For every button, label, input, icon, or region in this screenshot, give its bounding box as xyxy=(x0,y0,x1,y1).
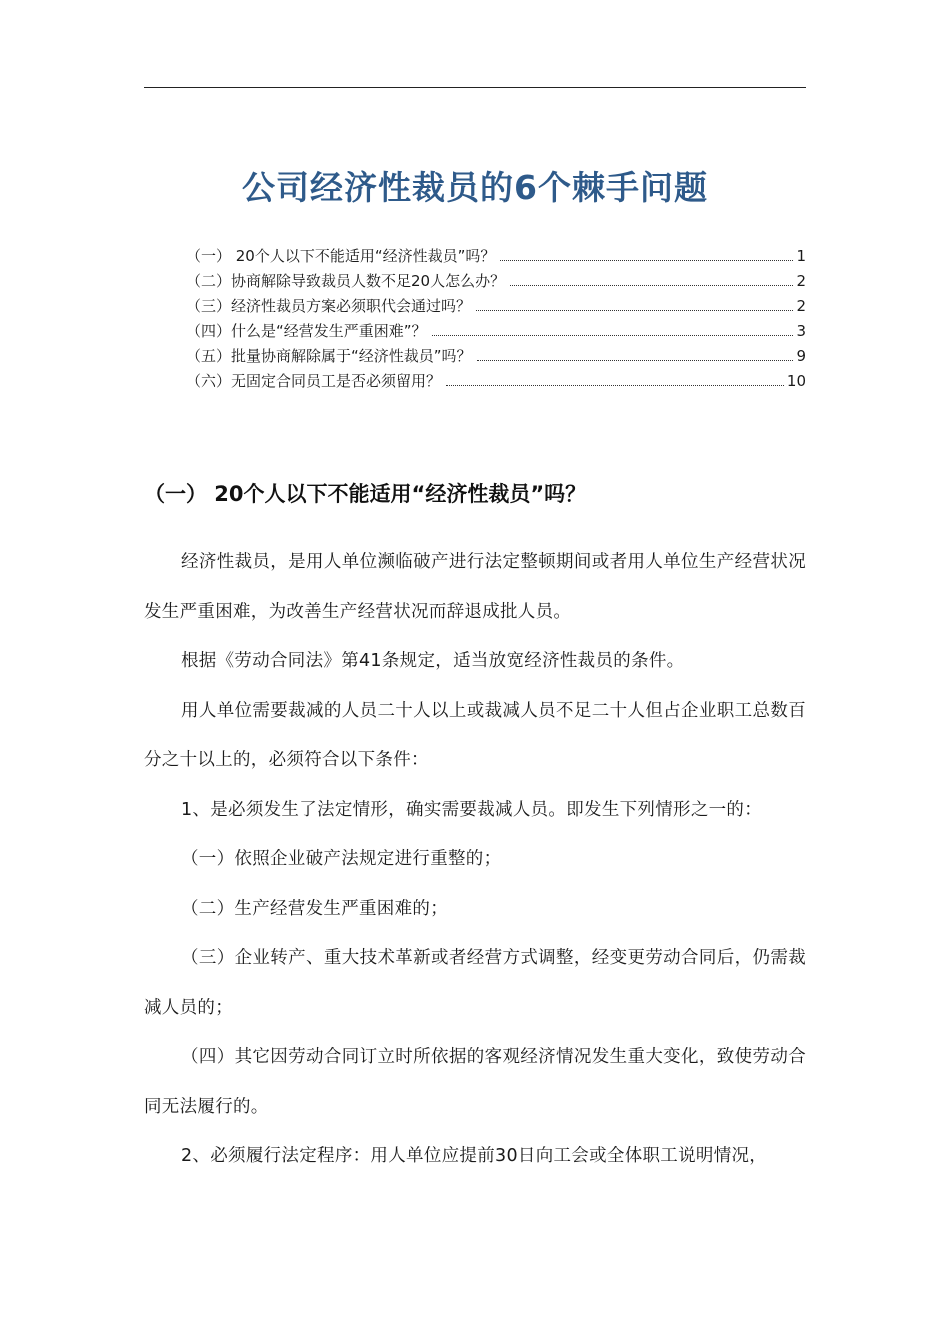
toc-entry-text: （二）协商解除导致裁员人数不足20人怎么办？ xyxy=(186,272,506,290)
toc-page-number: 3 xyxy=(796,322,806,340)
body-paragraph: 1、是必须发生了法定情形，确实需要裁减人员。即发生下列情形之一的： xyxy=(181,799,763,820)
section-body xyxy=(144,538,806,1182)
toc-entry-1[interactable] xyxy=(186,245,806,270)
toc-entry-3[interactable] xyxy=(186,295,806,320)
toc-dot-leader xyxy=(476,310,793,311)
body-paragraph: （三）企业转产、重大技术革新或者经营方式调整，经变更劳动合同后，仍需裁减人员的； xyxy=(144,948,806,1018)
toc-entry-text: （三）经济性裁员方案必须职代会通过吗？ xyxy=(186,297,472,315)
toc-entry-2[interactable] xyxy=(186,270,806,295)
body-paragraph: 经济性裁员，是用人单位濒临破产进行法定整顿期间或者用人单位生产经营状况发生严重困难，为改善生产经营状况而辞退成批人员。 xyxy=(144,552,806,622)
header-rule xyxy=(144,87,806,88)
toc-entry-5[interactable] xyxy=(186,345,806,370)
body-paragraph: （二）生产经营发生严重困难的； xyxy=(181,898,448,919)
section-heading: （一） 20个人以下不能适用“经济性裁员”吗？ xyxy=(144,482,587,506)
body-paragraph: 2、必须履行法定程序：用人单位应提前30日向工会或全体职工说明情况， xyxy=(181,1146,768,1166)
toc-entry-4[interactable] xyxy=(186,320,806,345)
document-title: 公司经济性裁员的6个棘手问题 xyxy=(242,168,708,207)
body-paragraph: （一）依照企业破产法规定进行重整的； xyxy=(181,849,502,869)
table-of-contents xyxy=(186,245,806,395)
toc-dot-leader xyxy=(477,360,794,361)
body-paragraph: （四）其它因劳动合同订立时所依据的客观经济情况发生重大变化，致使劳动合同无法履行的。 xyxy=(144,1047,806,1117)
toc-page-number: 2 xyxy=(796,297,806,315)
toc-page-number: 10 xyxy=(786,372,806,390)
toc-dot-leader xyxy=(446,385,784,386)
toc-entry-text: （六）无固定合同员工是否必须留用？ xyxy=(186,372,442,390)
toc-entry-text: （一） 20个人以下不能适用“经济性裁员”吗？ xyxy=(186,247,496,265)
toc-entry-6[interactable] xyxy=(186,370,806,395)
toc-dot-leader xyxy=(510,285,793,286)
toc-page-number: 9 xyxy=(796,347,806,365)
toc-dot-leader xyxy=(500,260,793,261)
toc-page-number: 1 xyxy=(796,247,806,265)
body-paragraph: 根据《劳动合同法》第41条规定，适当放宽经济性裁员的条件。 xyxy=(181,651,685,671)
toc-entry-text: （四）什么是“经营发生严重困难”？ xyxy=(186,322,427,340)
body-paragraph: 用人单位需要裁减的人员二十人以上或裁减人员不足二十人但占企业职工总数百分之十以上的，必须符合以下条件： xyxy=(144,700,806,770)
toc-dot-leader xyxy=(432,335,794,336)
toc-page-number: 2 xyxy=(796,272,806,290)
toc-entry-text: （五）批量协商解除属于“经济性裁员”吗？ xyxy=(186,347,472,365)
